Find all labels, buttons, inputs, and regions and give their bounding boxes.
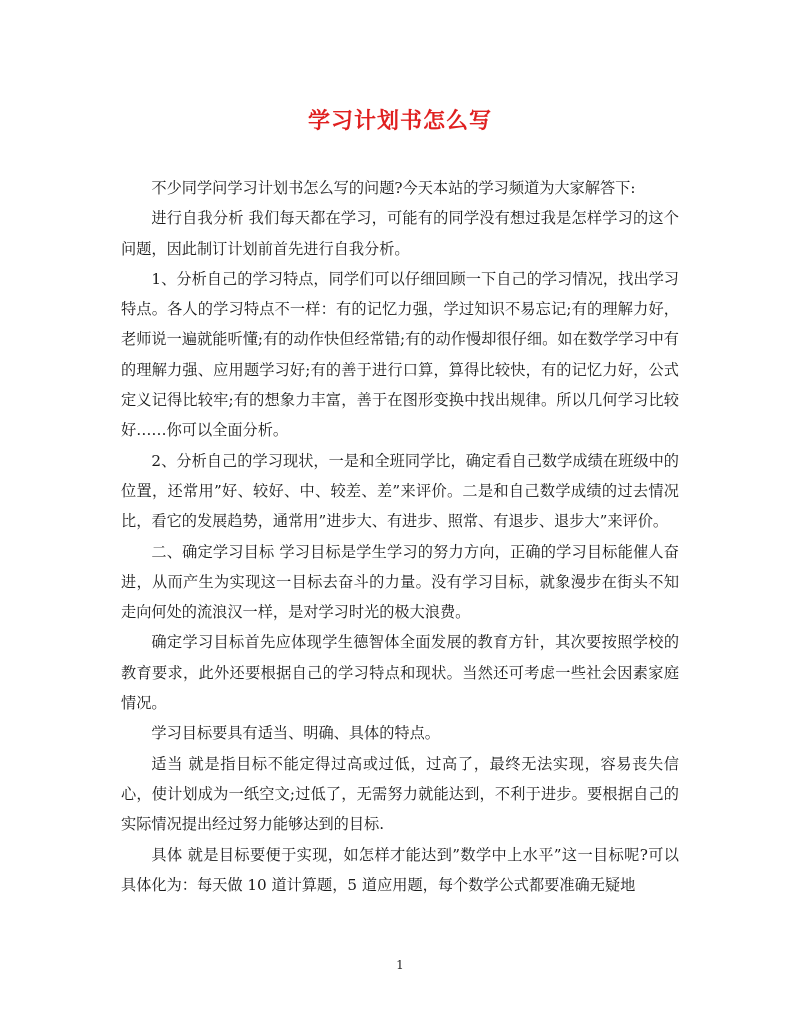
paragraph-specific: 具体 就是目标要便于实现，如怎样才能达到”数学中上水平”这一目标呢?可以具体化为：每天做 10 道计算题，5 道应用题，每个数学公式都要准确无疑地 (121, 845, 679, 894)
paragraph-learning-status: 2、分析自己的学习现状，一是和全班同学比，确定看自己数学成绩在班级中的位置，还常用”好、较好、中、较差、差”来评价。二是和自己数学成绩的过去情况比，看它的发展趋势，通常用”进步大、有进步、照常、有退步、退步大”来评价。 (121, 451, 679, 531)
paragraph-set-goals: 二、确定学习目标 学习目标是学生学习的努力方向，正确的学习目标能催人奋进，从而产生为实现这一目标去奋斗的力量。没有学习目标，就象漫步在街头不知走向何处的流浪汉一样，是对学习时光的极大浪费。 (121, 542, 679, 622)
paragraph-goal-principles: 确定学习目标首先应体现学生德智体全面发展的教育方针，其次要按照学校的教育要求，此外还要根据自己的学习特点和现状。当然还可考虑一些社会因素家庭情况。 (121, 633, 679, 713)
paragraph-intro: 不少同学问学习计划书怎么写的问题?今天本站的学习频道为大家解答下: (151, 179, 636, 197)
paragraph-appropriate: 适当 就是指目标不能定得过高或过低，过高了，最终无法实现，容易丧失信心，使计划成为一纸空文;过低了，无需努力就能达到，不利于进步。要根据自己的实际情况提出经过努力能够达到的目标. (121, 754, 679, 834)
page-number: 1 (396, 958, 404, 972)
document-title: 学习计划书怎么写 (307, 108, 492, 134)
paragraph-goal-features: 学习目标要具有适当、明确、具体的特点。 (151, 724, 440, 743)
paragraph-learning-traits: 1、分析自己的学习特点，同学们可以仔细回顾一下自己的学习情况，找出学习特点。各人的学习特点不一样：有的记忆力强，学过知识不易忘记;有的理解力好，老师说一遍就能听懂;有的动作快但经常错;有的动作慢却很仔细。如在数学学习中有的理解力强、应用题学习好;有的善于进行口算，算得比较快，有的记忆力好，公式定义记得比较牢;有的想象力丰富，善于在图形变换中找出规律。所以几何学习比较好……你可以全面分析。 (121, 269, 679, 440)
document-body (121, 173, 679, 900)
paragraph-self-analysis: 进行自我分析 我们每天都在学习，可能有的同学没有想过我是怎样学习的这个问题，因此制订计划前首先进行自我分析。 (121, 209, 679, 258)
